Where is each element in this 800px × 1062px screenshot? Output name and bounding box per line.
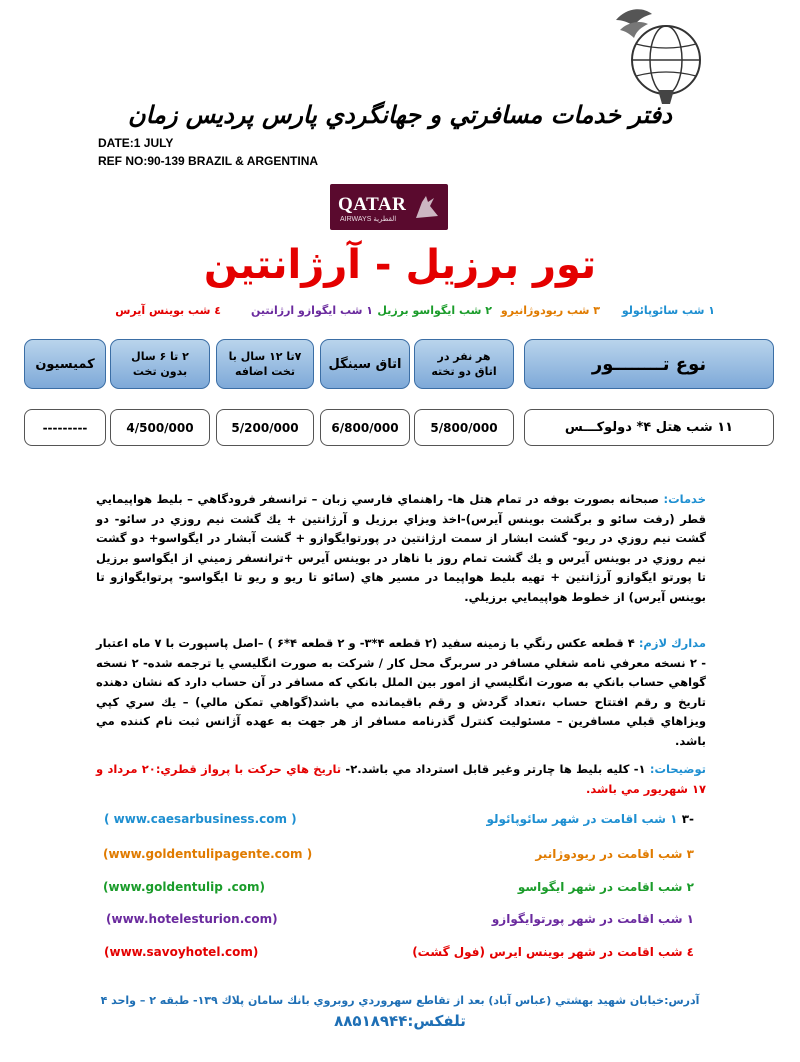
header-commission: كميسيون <box>24 339 106 389</box>
stay-sao-paulo <box>487 812 695 826</box>
footer-phone <box>60 1012 740 1030</box>
footer-address: آدرس:خيابان شهيد بهشتي (عباس آباد) بعد از تقاطع سهروردي روبروي بانك سامان پلاك ۱۳۹- طبقه ۲ – واحد ۴ <box>100 994 700 1007</box>
header-child-with-bed <box>216 339 314 389</box>
stay-iguassu: ۲ شب اقامت در شهر ايگواسو <box>517 880 694 894</box>
header-child-bed-line2: تخت اضافه <box>235 365 295 378</box>
documents-paragraph <box>96 634 706 751</box>
header-child-no-bed <box>110 339 210 389</box>
cell-single-price: 6/800/000 <box>320 409 410 446</box>
link-goldentulip[interactable]: (www.goldentulip .com) <box>103 880 265 894</box>
agency-logo <box>598 0 708 110</box>
notes-paragraph <box>96 760 706 799</box>
cell-tour-type: ۱۱ شب هتل ۴* دولوكـــس <box>524 409 774 446</box>
reference-number: REF NO:90-139 BRAZIL & ARGENTINA <box>98 154 319 168</box>
cell-double-price: 5/800/000 <box>414 409 514 446</box>
documents-label: مدارك لازم: <box>638 636 706 650</box>
tour-title: تور برزيل - آرژانتين <box>203 242 597 288</box>
cell-commission: --------- <box>24 409 106 446</box>
cell-child-bed-price: 5/200/000 <box>216 409 314 446</box>
link-caesarbusiness[interactable]: ( www.caesarbusiness.com ) <box>104 812 297 826</box>
notes-text: ۱- كليه بليط ها چارتر وغير قابل استرداد مي باشد.۲- <box>341 762 650 776</box>
link-hotelesturion[interactable]: (www.hotelesturion.com) <box>106 912 278 926</box>
footer-phone-label: تلفكس: <box>407 1012 466 1030</box>
airline-subtitle: AIRWAYS القطرية <box>340 216 397 223</box>
stay-buenos-aires: ٤ شب اقامت در شهر بوينس ايرس (فول گشت) <box>412 945 694 959</box>
stay-sao-paulo-text: ۱ شب اقامت در شهر سائوپائولو <box>486 812 678 826</box>
itinerary-iguazu-argentina: ۱ شب ايگوازو ارژانتين <box>250 304 373 317</box>
oryx-icon <box>412 192 442 222</box>
header-tour-type: نوع تــــــــور <box>524 339 774 389</box>
date-line: DATE:1 JULY <box>98 136 174 150</box>
itinerary-buenos-aires: ٤ شب بوينس آيرس <box>115 304 221 317</box>
services-label: خدمات: <box>663 492 706 506</box>
airline-logo <box>330 184 448 230</box>
notes-departure-dates: تاريخ هاي حركت با پرواز قطري:۲۰ مرداد و ۱۷ شهريور مي باشد. <box>96 762 706 796</box>
header-single-room: اتاق سينگل <box>320 339 410 389</box>
stay-puerto-iguazu: ۱ شب اقامت در شهر پورتوايگوازو <box>491 912 694 926</box>
header-child-nobed-line2: بدون تخت <box>132 365 188 378</box>
header-child-bed-line1: ۷تا ۱۲ سال با <box>228 350 302 363</box>
header-double-line2: اتاق دو تخته <box>431 365 497 378</box>
itinerary-sao-paulo: ۱ شب سائوپائولو <box>621 304 715 317</box>
agency-name: دفتر خدمات مسافرتي و جهانگردي پارس پرديس زمان <box>128 100 672 129</box>
services-paragraph <box>96 490 706 607</box>
airline-name: QATAR <box>338 194 407 215</box>
header-double-room <box>414 339 514 389</box>
services-text: صبحانه بصورت بوفه در تمام هتل ها- راهنماي فارسي زبان – ترانسفر فرودگاهي – بليط هواپيمايي قطر (رفت سائو و برگشت بوينس آيرس)-اخذ ويزاي برزيل و آرژانتين + يك گشت نيم روزي در سائو- دو گشت نيم روزي در ريو- گشت ابشار از سمت ارژانتين در پورتوايگوازو + گشت آبشار در ايگواسو+ دو گشت نيم روزي در بوينس آيرس و يك گشت تمام روز با ناهار در بوينس آيرس +ترانسفر زميني از ايگواسو برزيل تا پورتو ايگوازو آرژانتين + تهيه بليط هواپيما در مسير هاي (سائو تا ريو و ريو تا ايگواسو- پرتوايگوازو تا بوينس آيرس) از خطوط هواپيمايي برزيلي. <box>96 492 706 604</box>
link-savoyhotel[interactable]: (www.savoyhotel.com) <box>104 945 259 959</box>
documents-text: ۴ قطعه عكس رنگي با زمينه سفيد (۲ قطعه ۴*۳- و ۲ قطعه ۴*۶ ) –اصل پاسپورت با ۷ ماه اعتبار - ۲ نسخه معرفي نامه شغلي مسافر در سربرگ محل كار / شركت به صورت انگليسي يا ترجمه شده- ۲ نسخه گواهي حساب بانكي به صورت انگليسي از امور بين الملل بانكي كه مسافر در آن حساب دارد كه نشان دهنده تاريخ و رقم افتتاح حساب ،تعداد گردش و رقم باقيمانده مي باشد(گواهي تمكن مالي) – يك سري كپي ويزاهاي قبلي مسافرين – مسئوليت كنترل گذرنامه مسافر از هر جهت به عهده آژانس ثبت نام كننده مي باشد. <box>96 636 707 748</box>
itinerary-iguassu-brazil: ۲ شب ايگواسو برزيل <box>377 304 492 317</box>
header-child-nobed-line1: ۲ تا ۶ سال <box>131 350 189 363</box>
link-goldentulipagente[interactable]: (www.goldentulipagente.com ) <box>103 847 313 861</box>
itinerary-rio: ۳ شب ريودوژانيرو <box>500 304 600 317</box>
header-double-line1: هر نفر در <box>437 350 491 363</box>
notes-label: توضيحات: <box>649 762 706 776</box>
stay-rio: ۳ شب اقامت در ريودوژانير <box>535 847 694 861</box>
cell-child-nobed-price: 4/500/000 <box>110 409 210 446</box>
footer-phone-number: ۸۸۵۱۸۹۴۴ <box>334 1012 408 1030</box>
stay-list-number: -۳ <box>681 812 694 826</box>
